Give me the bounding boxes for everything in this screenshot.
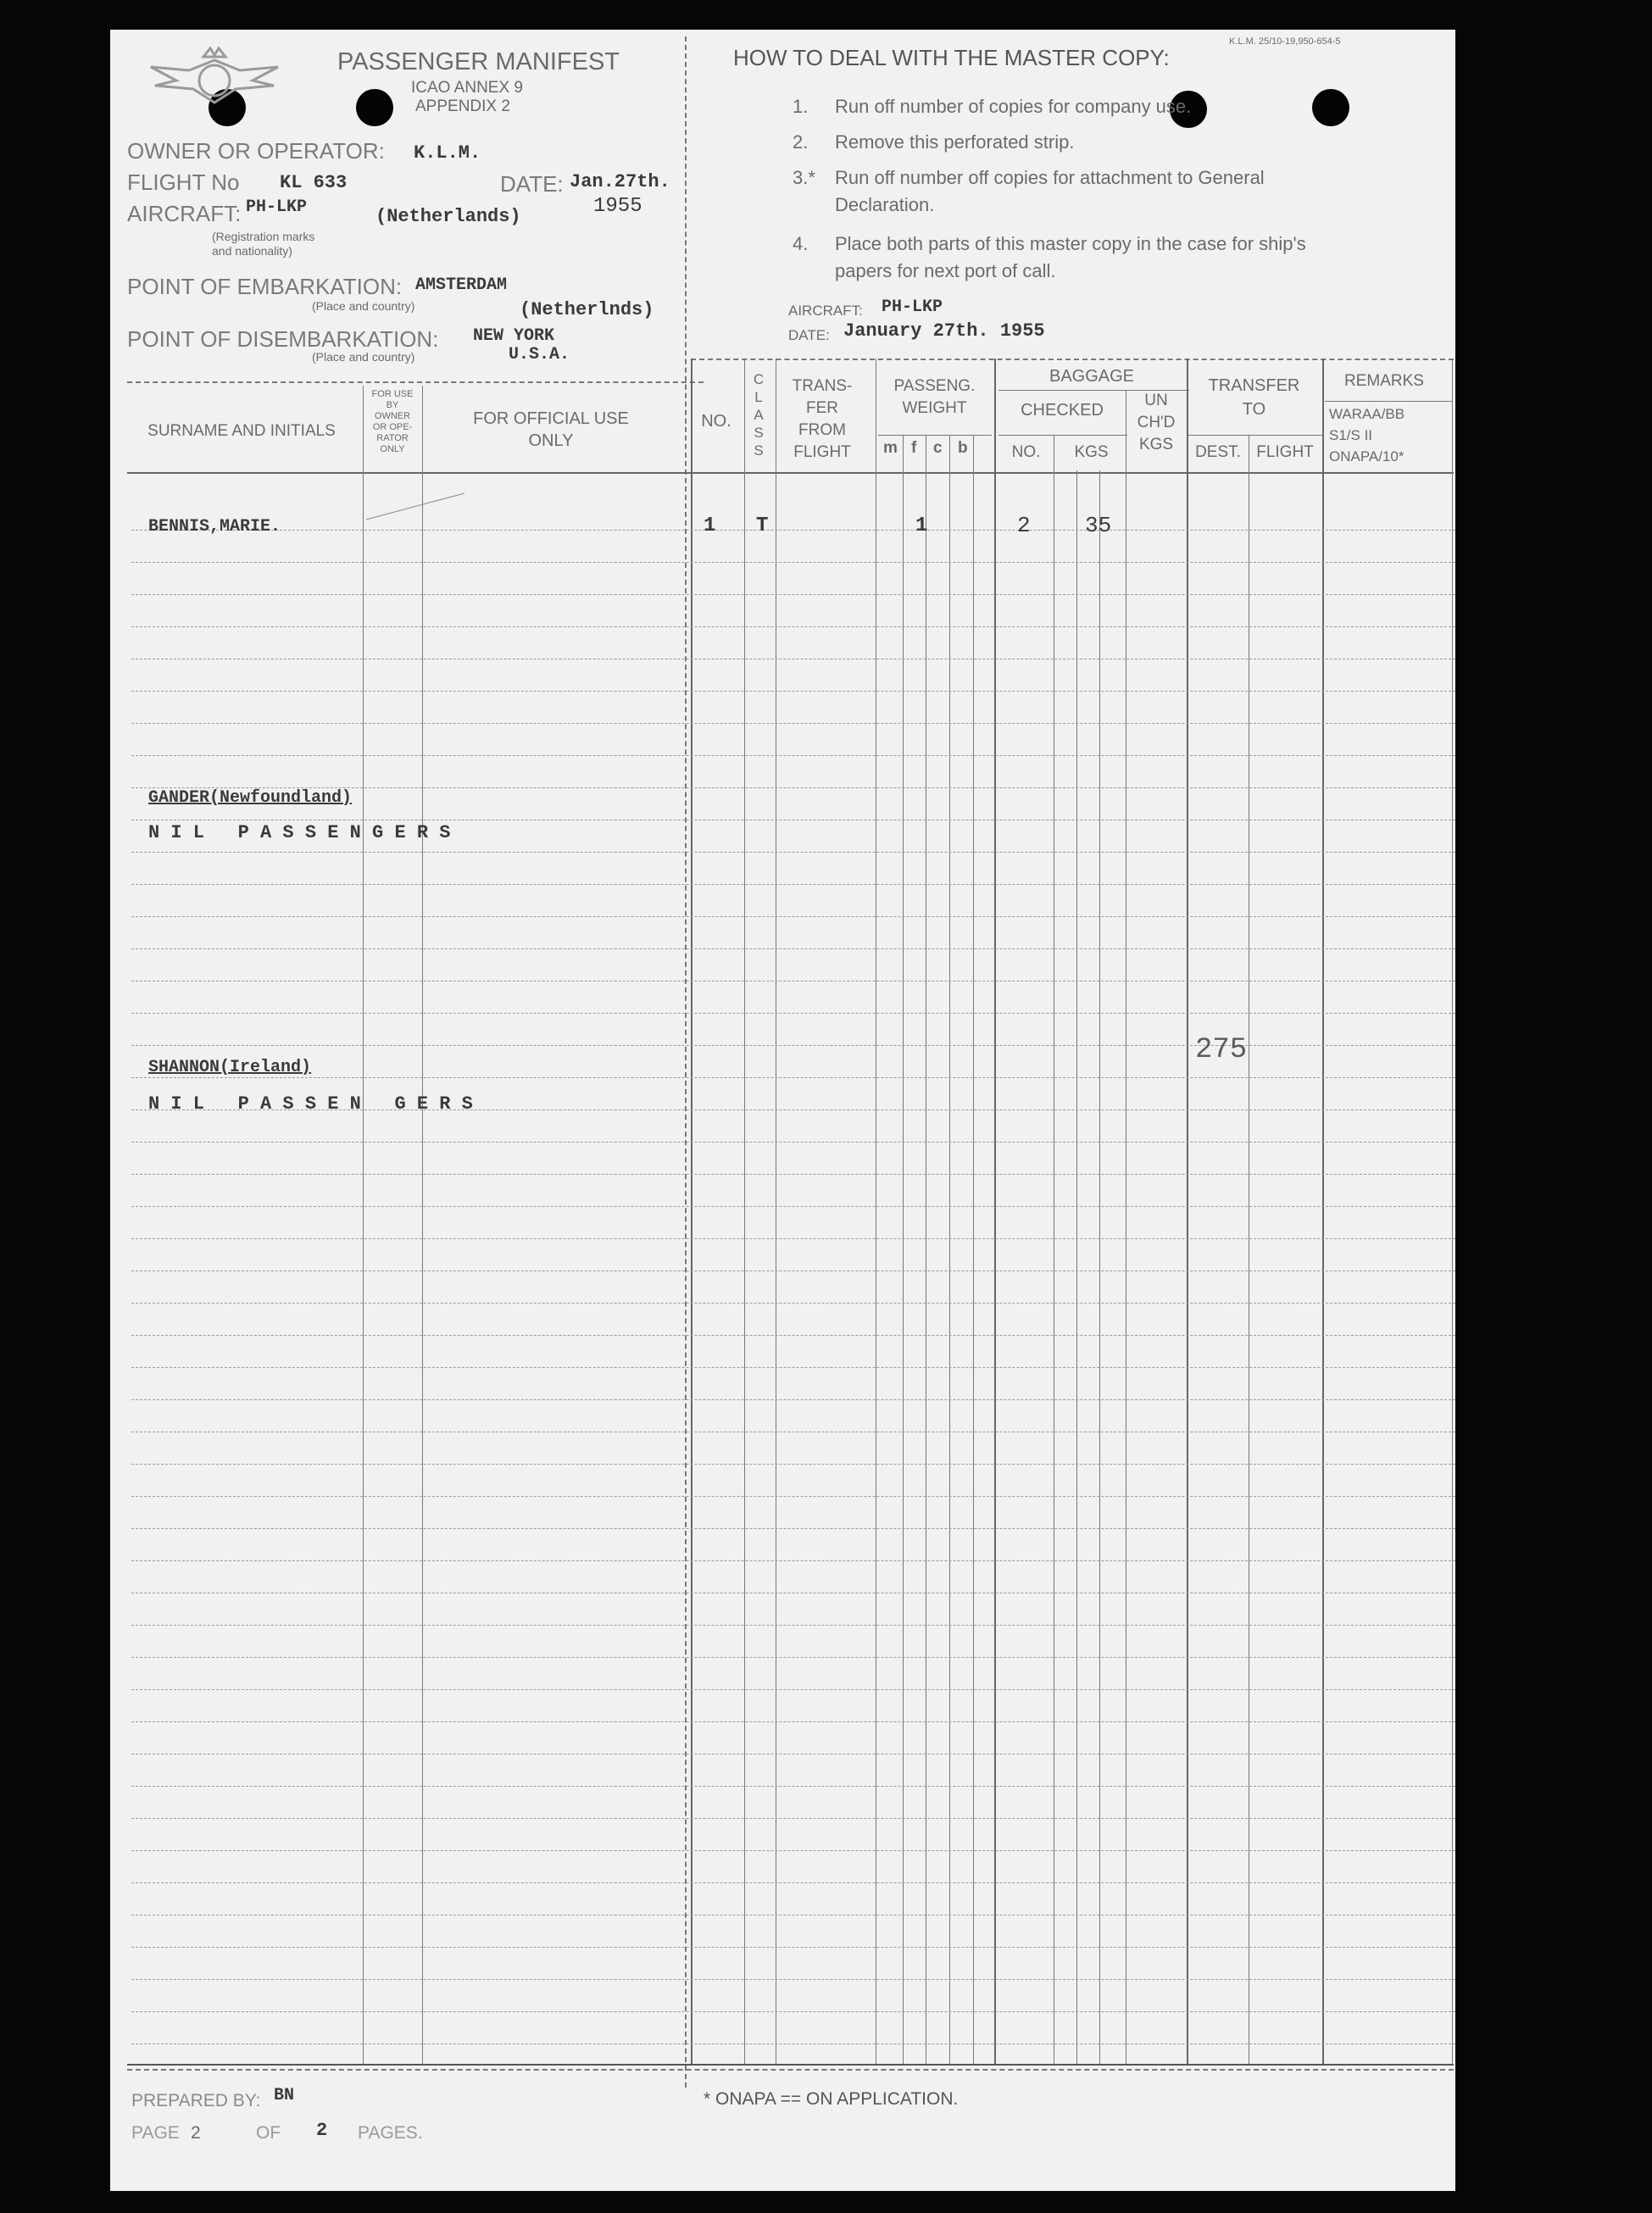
col-divider: [1452, 359, 1453, 2064]
col-class-letter: S: [754, 425, 764, 441]
instruction-item-1-text: Run off number of copies for company use.: [835, 96, 1192, 117]
row-rule: [131, 2011, 1455, 2012]
col-divider: [422, 386, 423, 2064]
shannon-nil-passengers: N I L P A S S E N G E R S: [148, 1093, 473, 1115]
col-remarks-sub-line: ONAPA/10*: [1329, 448, 1404, 464]
col-no: NO.: [701, 412, 731, 431]
col-bag-no: NO.: [1011, 443, 1041, 461]
instruction-item-4-num: 4.: [793, 233, 809, 254]
col-weight-b: b: [958, 439, 968, 457]
row-rule: [131, 1689, 1455, 1690]
row-rule: [131, 1721, 1455, 1722]
instr-date-label: DATE:: [788, 327, 830, 343]
col-divider: [1099, 470, 1100, 2064]
gander-nil-passengers: N I L P A S S E N G E R S: [148, 822, 451, 843]
col-divider: [744, 359, 745, 2064]
disembarkation-note: (Place and country): [312, 350, 415, 364]
prepared-label: PREPARED BY:: [131, 2091, 261, 2110]
onapa-footnote: * ONAPA == ON APPLICATION.: [704, 2089, 959, 2109]
embarkation-label: POINT OF EMBARKATION:: [127, 274, 403, 299]
col-surname: SURNAME AND INITIALS: [147, 422, 336, 440]
row-rule: [131, 1560, 1455, 1561]
col-official: [437, 408, 665, 452]
owner-value: K.L.M.: [414, 142, 481, 164]
col-unchd-line: CH'D: [1137, 414, 1176, 431]
row-rule: [131, 1496, 1455, 1497]
col-baggage: BAGGAGE: [1048, 367, 1135, 386]
instr-aircraft-value: PH-LKP: [882, 297, 943, 317]
tick-mark: [366, 492, 464, 520]
gander-heading: GANDER(Newfoundland): [148, 788, 353, 808]
row-rule: [131, 1367, 1455, 1368]
aircraft-label: AIRCRAFT:: [127, 201, 242, 226]
row-rule: [131, 1528, 1455, 1529]
col-official-line: FOR OFFICIAL USE: [473, 409, 629, 428]
col-class-letter: A: [754, 407, 764, 423]
col-transfer-to: [1188, 374, 1320, 421]
col-transfer-from-line: TRANS-: [792, 377, 853, 395]
col-class-letter: L: [754, 389, 763, 405]
row-rule: [131, 1238, 1455, 1239]
passenger-bag-kgs: 35: [1085, 513, 1112, 538]
col-transfer-from-line: FLIGHT: [793, 443, 851, 461]
date-value: Jan.27th.: [570, 171, 670, 192]
row-rule: [131, 1657, 1455, 1658]
row-rule: [131, 1206, 1455, 1207]
row-rule: [131, 1915, 1455, 1916]
col-dest: DEST.: [1195, 443, 1241, 461]
disembarkation-country: U.S.A.: [509, 345, 570, 364]
pages-value: 2: [316, 2120, 328, 2141]
aircraft-value: PH-LKP: [246, 197, 308, 217]
row-rule: [131, 530, 1455, 531]
passenger-bag-no: 2: [1017, 513, 1031, 538]
row-rule: [131, 1464, 1455, 1465]
instruction-item-4-text-2: papers for next port of call.: [835, 260, 1056, 281]
row-rule: [131, 1979, 1455, 1980]
page-value: 2: [191, 2123, 201, 2143]
row-rule: [131, 948, 1455, 949]
row-rule: [131, 1882, 1455, 1883]
col-divider: [903, 435, 904, 2064]
flight-value: KL 633: [280, 172, 348, 193]
instr-date-value: January 27th. 1955: [843, 320, 1045, 342]
row-rule: [131, 1818, 1455, 1819]
col-transfer-from-line: FER: [806, 399, 838, 417]
col-transfer-to-line: TO: [1242, 400, 1266, 419]
owner-label: OWNER OR OPERATOR:: [127, 138, 385, 164]
col-remarks-sub-line: S1/S II: [1329, 427, 1373, 443]
row-rule: [131, 1786, 1455, 1787]
registration-note: (Registration marks: [212, 230, 315, 243]
col-owner-use-line: BY: [386, 400, 399, 410]
col-divider: [691, 359, 693, 2064]
instruction-item-3-num: 3.*: [793, 167, 815, 188]
row-rule: [131, 852, 1455, 853]
header-rule: [1325, 401, 1452, 402]
aircraft-nationality: (Netherlands): [375, 206, 521, 227]
disembarkation-label: POINT OF DISEMBARKATION:: [127, 326, 439, 352]
col-divider: [1076, 470, 1077, 2064]
header-bottom-rule: [127, 472, 1454, 474]
punch-hole: [1312, 89, 1349, 126]
col-passeng-line: WEIGHT: [902, 399, 967, 417]
col-class-letter: C: [753, 371, 765, 387]
col-divider: [1322, 359, 1324, 2064]
row-rule: [131, 626, 1455, 627]
divider: [127, 381, 704, 383]
col-class-letter: S: [754, 442, 764, 459]
stamp-number: 275: [1195, 1034, 1248, 1066]
col-passeng-weight: [877, 375, 992, 420]
row-rule: [131, 1174, 1455, 1175]
form-code: K.L.M. 25/10-19,950-654-5: [1229, 36, 1341, 47]
embarkation-value: AMSTERDAM: [415, 275, 508, 295]
row-rule: [131, 1045, 1455, 1046]
manifest-sheet: [110, 30, 1455, 2191]
row-rule: [131, 1303, 1455, 1304]
col-remarks: REMARKS: [1344, 372, 1424, 390]
col-owner-use-line: FOR USE: [371, 389, 414, 399]
instruction-item-3-text: Run off number off copies for attachment to General: [835, 167, 1265, 188]
of-label: OF: [256, 2123, 281, 2143]
header-rule: [878, 435, 992, 436]
col-divider: [949, 435, 950, 2064]
col-checked: CHECKED: [1021, 401, 1104, 420]
header-rule: [998, 390, 1189, 391]
disembarkation-value: NEW YORK: [473, 326, 555, 346]
row-rule: [131, 1142, 1455, 1143]
col-unchd-line: KGS: [1138, 436, 1174, 453]
col-divider: [363, 386, 364, 2064]
row-rule: [131, 1850, 1455, 1851]
row-rule: [131, 1335, 1455, 1336]
row-rule: [131, 2043, 1455, 2044]
row-rule: [131, 755, 1455, 756]
form-annex: ICAO ANNEX 9: [411, 79, 523, 97]
col-owner-use-line: ONLY: [380, 444, 405, 454]
col-remarks-sub-line: WARAA/BB: [1329, 406, 1405, 422]
col-class: [746, 370, 771, 459]
form-title: PASSENGER MANIFEST: [337, 48, 620, 75]
col-divider: [994, 359, 996, 2064]
prepared-value: BN: [274, 2086, 295, 2105]
instr-aircraft-label: AIRCRAFT:: [788, 303, 863, 319]
row-rule: [131, 1077, 1455, 1078]
col-transfer-from-line: FROM: [798, 421, 846, 439]
col-official-line: ONLY: [528, 431, 574, 450]
registration-note-2: and nationality): [212, 244, 292, 258]
row-rule: [131, 1947, 1455, 1948]
date-year: 1955: [593, 195, 642, 218]
table-bottom-rule: [127, 2064, 1454, 2066]
instruction-item-3-text-2: Declaration.: [835, 194, 935, 215]
col-divider: [1187, 359, 1188, 2064]
instructions-heading: HOW TO DEAL WITH THE MASTER COPY:: [733, 45, 1170, 70]
klm-wings-logo-icon: [142, 45, 286, 121]
col-transfer-to-line: TRANSFER: [1208, 376, 1300, 395]
header-rule: [1188, 435, 1324, 436]
row-rule: [131, 884, 1455, 885]
col-bag-kgs: KGS: [1074, 443, 1109, 461]
flight-label: FLIGHT No: [127, 170, 240, 195]
col-remarks-sub: [1329, 403, 1404, 467]
punch-hole: [356, 89, 393, 126]
row-rule: [131, 1625, 1455, 1626]
col-weight-f: f: [911, 439, 917, 457]
row-rule: [131, 1013, 1455, 1014]
col-owner-use: [364, 389, 420, 455]
divider: [685, 36, 687, 2088]
col-passeng-line: PASSENG.: [893, 377, 976, 395]
table-bottom-rule: [127, 2069, 1454, 2071]
col-owner-use-line: OWNER: [374, 411, 411, 421]
col-divider: [973, 435, 974, 2064]
instruction-item-1-num: 1.: [793, 96, 809, 117]
row-rule: [131, 594, 1455, 595]
instruction-item-2-num: 2.: [793, 131, 809, 153]
page-label: PAGE: [131, 2123, 180, 2143]
passenger-weight-f: 1: [915, 514, 928, 537]
col-weight-c: c: [933, 439, 943, 457]
pages-label: PAGES.: [358, 2123, 423, 2143]
shannon-heading: SHANNON(Ireland): [148, 1058, 312, 1077]
date-label: DATE:: [500, 171, 564, 197]
passenger-no: 1: [704, 514, 716, 537]
row-rule: [131, 723, 1455, 724]
row-rule: [131, 562, 1455, 563]
header-rule: [998, 435, 1127, 436]
col-unchd: [1127, 390, 1185, 456]
col-owner-use-line: OR OPE-: [372, 422, 413, 432]
form-appendix: APPENDIX 2: [415, 97, 510, 115]
col-unchd-line: UN: [1144, 392, 1168, 409]
row-rule: [131, 691, 1455, 692]
col-transfer-from: [780, 375, 865, 464]
col-owner-use-line: RATOR: [376, 433, 409, 443]
embarkation-note: (Place and country): [312, 299, 415, 313]
instruction-item-4-text: Place both parts of this master copy in the case for ship's: [835, 233, 1306, 254]
col-weight-m: m: [883, 439, 898, 457]
passenger-class: T: [756, 514, 769, 537]
passenger-name: BENNIS,MARIE.: [148, 517, 281, 537]
row-rule: [131, 916, 1455, 917]
instruction-item-2-text: Remove this perforated strip.: [835, 131, 1075, 153]
divider: [691, 359, 1454, 360]
col-flight: FLIGHT: [1256, 443, 1314, 461]
row-rule: [131, 1399, 1455, 1400]
embarkation-country: (Netherlnds): [520, 299, 654, 320]
